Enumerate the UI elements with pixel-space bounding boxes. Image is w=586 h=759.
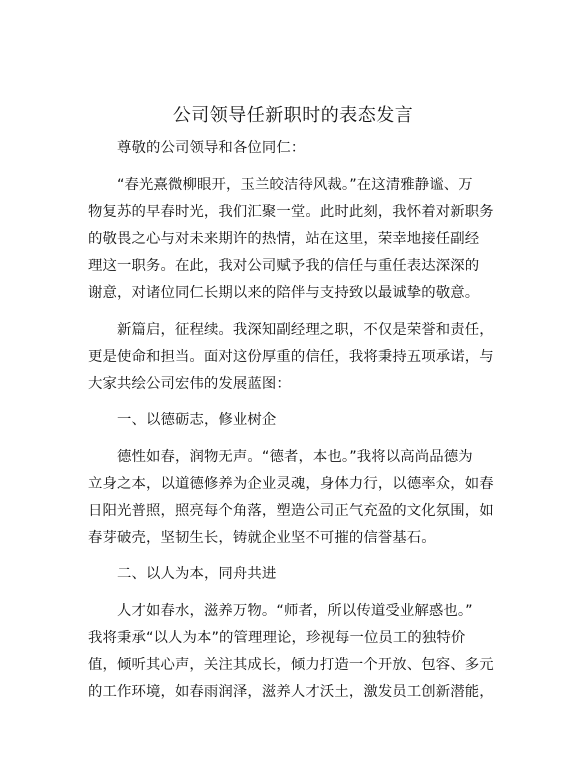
paragraph-4-line-2: 立身之本，以道德修养为企业灵魂，身体力行，以德率众，如春	[88, 476, 494, 492]
section-heading-1: 一、以德砺志，修业树企	[117, 412, 277, 428]
paragraph-2-line-2: 更是使命和担当。面对这份厚重的信任，我将秉持五项承诺，与	[88, 349, 494, 365]
page-title: 公司领导任新职时的表态发言	[172, 105, 414, 126]
paragraph-1-line-5: 谢意，对诸位同仁长期以来的陪伴与支持致以最诚挚的敬意。	[88, 285, 480, 301]
paragraph-6-line-1: 人才如春水，滋养万物。“师者，所以传道受业解惑也。”	[117, 603, 473, 619]
paragraph-2-line-1: 新篇启，征程续。我深知副经理之职，不仅是荣誉和责任，	[117, 322, 494, 338]
paragraph-6-line-4: 的工作环境，如春雨润泽，滋养人才沃土，激发员工创新潜能，	[88, 684, 494, 700]
paragraph-1-line-3: 的敬畏之心与对未来期许的热情，站在这里，荣幸地接任副经	[88, 231, 480, 247]
section-heading-2: 二、以人为本，同舟共进	[117, 566, 277, 582]
paragraph-2-line-3: 大家共绘公司宏伟的发展蓝图：	[88, 376, 291, 392]
paragraph-1-line-2: 物复苏的早春时光，我们汇聚一堂。此时此刻，我怀着对新职务	[88, 204, 494, 220]
paragraph-1-line-4: 理这一职务。在此，我对公司赋予我的信任与重任表达深深的	[88, 258, 480, 274]
paragraph-6-line-2: 我将秉承“以人为本”的管理理论，珍视每一位员工的独特价	[88, 630, 466, 646]
paragraph-4-line-3: 日阳光普照，照亮每个角落，塑造公司正气充盈的文化氛围，如	[88, 503, 494, 519]
paragraph-1-line-1: “春光熹微柳眼开，玉兰皎洁待风裁。”在这清雅静谧、万	[117, 177, 473, 193]
paragraph-4-line-4: 春芽破壳，坚韧生长，铸就企业坚不可摧的信誉基石。	[88, 530, 436, 546]
paragraph-4-line-1: 德性如春，润物无声。“德者，本也。”我将以高尚品德为	[117, 449, 473, 465]
paragraph-6-line-3: 值，倾听其心声，关注其成长，倾力打造一个开放、包容、多元	[88, 657, 494, 673]
salutation-line: 尊敬的公司领导和各位同仁：	[117, 140, 306, 156]
